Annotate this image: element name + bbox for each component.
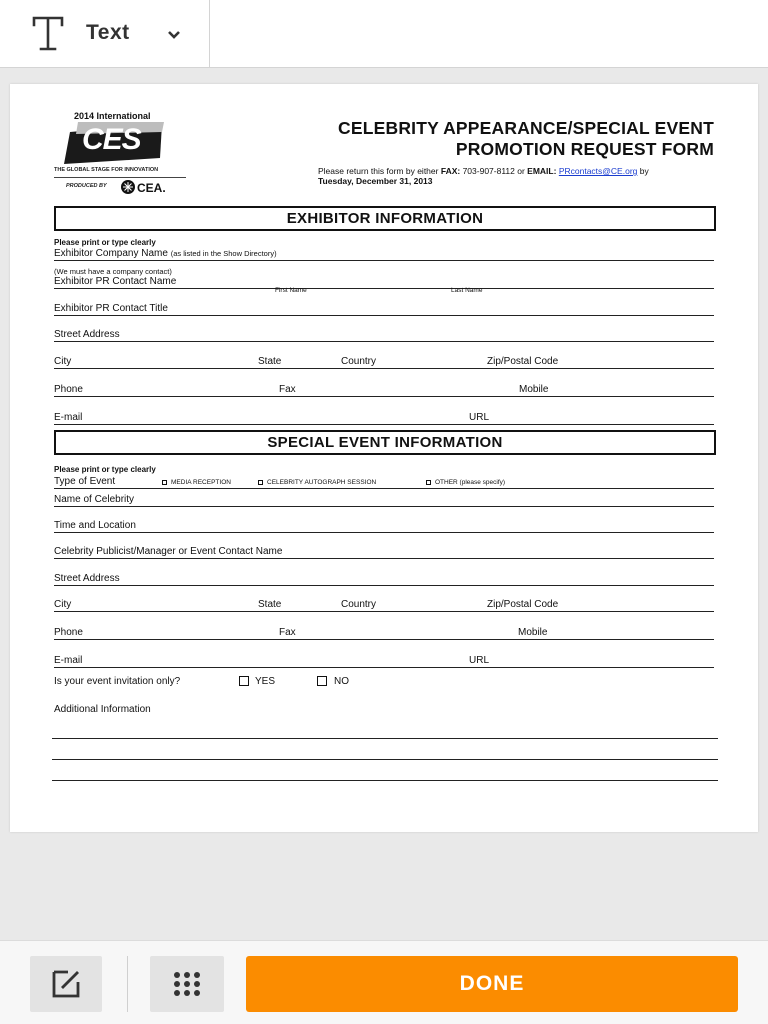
event-country-label: Country xyxy=(341,599,377,610)
no-label: NO xyxy=(334,676,349,687)
top-toolbar xyxy=(0,0,768,68)
logo-brand: CES xyxy=(82,123,141,156)
option-media-reception[interactable]: MEDIA RECEPTION xyxy=(162,479,231,486)
event-state-label: State xyxy=(258,599,282,610)
invitation-only-row xyxy=(54,674,454,690)
exhibitor-phone-row[interactable] xyxy=(54,381,714,397)
event-street-field[interactable] xyxy=(54,570,714,586)
email-link[interactable]: PRcontacts@CE.org xyxy=(558,166,638,176)
country-label: Country xyxy=(341,356,377,367)
logo-producer: CEA. xyxy=(137,181,166,195)
autograph-session-checkbox[interactable] xyxy=(258,480,263,485)
fax-number: 703-907-8112 or xyxy=(460,166,528,176)
fax-label: FAX: xyxy=(440,166,461,176)
bottom-toolbar xyxy=(0,940,768,1024)
additional-info-line[interactable] xyxy=(52,759,718,760)
first-name-caption: First Name xyxy=(275,287,307,294)
form-title-line1: CELEBRITY APPEARANCE/SPECIAL EVENT xyxy=(338,118,714,138)
event-mobile-label: Mobile xyxy=(518,627,548,638)
event-phone-row[interactable] xyxy=(54,624,714,640)
return-suffix: by xyxy=(637,166,649,176)
exhibitor-email-row[interactable] xyxy=(54,409,714,425)
cea-logo-icon xyxy=(120,179,136,195)
return-prefix: Please return this form by either xyxy=(318,166,441,176)
url-label: URL xyxy=(469,412,490,423)
event-zip-label: Zip/Postal Code xyxy=(487,599,559,610)
done-button[interactable]: DONE xyxy=(246,956,738,1012)
phone-label: Phone xyxy=(54,384,83,395)
grid-icon xyxy=(171,968,203,1000)
yes-checkbox[interactable] xyxy=(239,676,249,686)
publicist-field[interactable] xyxy=(54,543,714,559)
event-city-label: City xyxy=(54,599,72,610)
special-event-section-header: SPECIAL EVENT INFORMATION xyxy=(54,430,716,455)
tool-selector[interactable] xyxy=(0,0,210,68)
additional-info-label: Additional Information xyxy=(54,704,151,715)
exhibitor-section-header: EXHIBITOR INFORMATION xyxy=(54,206,716,231)
event-city-row[interactable] xyxy=(54,596,714,612)
event-fax-label: Fax xyxy=(279,627,296,638)
mobile-label: Mobile xyxy=(519,384,549,395)
email-label: EMAIL: xyxy=(527,166,557,176)
last-name-caption: Last Name xyxy=(451,287,483,294)
celebrity-name-field[interactable] xyxy=(54,491,714,507)
no-checkbox[interactable] xyxy=(317,676,327,686)
state-label: State xyxy=(258,356,282,367)
event-type-label: Type of Event xyxy=(54,476,116,487)
edit-icon xyxy=(48,966,84,1002)
exhibitor-print-note: Please print or type clearly xyxy=(54,238,156,247)
edit-button[interactable] xyxy=(30,956,102,1012)
event-phone-label: Phone xyxy=(54,627,83,638)
logo-divider xyxy=(54,177,186,178)
publicist-label: Celebrity Publicist/Manager or Event Contact Name xyxy=(54,546,283,557)
event-email-row[interactable] xyxy=(54,652,714,668)
event-type-row xyxy=(54,473,714,489)
yes-label: YES xyxy=(255,676,276,687)
chevron-down-icon[interactable] xyxy=(166,27,182,43)
event-print-note: Please print or type clearly xyxy=(54,465,156,474)
event-url-label: URL xyxy=(469,655,490,666)
time-location-field[interactable] xyxy=(54,517,714,533)
event-email-label: E-mail xyxy=(54,655,83,666)
tool-label: Text xyxy=(86,21,130,44)
return-instructions xyxy=(318,166,718,186)
option-other[interactable]: OTHER (please specify) xyxy=(426,479,505,486)
email-field-label: E-mail xyxy=(54,412,83,423)
event-street-label: Street Address xyxy=(54,573,120,584)
text-tool-icon xyxy=(30,14,66,54)
return-deadline: Tuesday, December 31, 2013 xyxy=(318,176,433,186)
celebrity-label: Name of Celebrity xyxy=(54,494,135,505)
time-location-label: Time and Location xyxy=(54,520,136,531)
fax-field-label: Fax xyxy=(279,384,296,395)
form-title-line2: PROMOTION REQUEST FORM xyxy=(455,139,714,159)
company-label: Exhibitor Company Name (as listed in the Show Directory) xyxy=(54,248,277,259)
grid-button[interactable] xyxy=(150,956,224,1012)
street-label: Street Address xyxy=(54,329,120,340)
form-title xyxy=(338,118,714,160)
exhibitor-city-row[interactable] xyxy=(54,353,714,369)
ces-logo xyxy=(54,109,189,199)
logo-year: 2014 International xyxy=(74,111,151,121)
media-reception-checkbox[interactable] xyxy=(162,480,167,485)
additional-info-line[interactable] xyxy=(52,780,718,781)
toolbar-divider xyxy=(127,956,128,1012)
form-document xyxy=(10,84,758,832)
contact-title-label: Exhibitor PR Contact Title xyxy=(54,303,168,314)
exhibitor-contact-title-field[interactable] xyxy=(54,300,714,316)
exhibitor-company-field[interactable] xyxy=(54,245,714,261)
contact-name-label: Exhibitor PR Contact Name xyxy=(54,276,177,287)
zip-label: Zip/Postal Code xyxy=(487,356,559,367)
additional-info-line[interactable] xyxy=(52,738,718,739)
exhibitor-street-field[interactable] xyxy=(54,326,714,342)
contact-note: (We must have a company contact) xyxy=(54,267,172,276)
city-label: City xyxy=(54,356,72,367)
option-autograph-session[interactable]: CELEBRITY AUTOGRAPH SESSION xyxy=(258,479,376,486)
other-checkbox[interactable] xyxy=(426,480,431,485)
exhibitor-contact-name-field[interactable] xyxy=(54,273,714,289)
logo-tagline: THE GLOBAL STAGE FOR INNOVATION xyxy=(54,167,159,173)
logo-produced-by: PRODUCED BY xyxy=(66,183,107,189)
invitation-question: Is your event invitation only? xyxy=(54,676,181,687)
